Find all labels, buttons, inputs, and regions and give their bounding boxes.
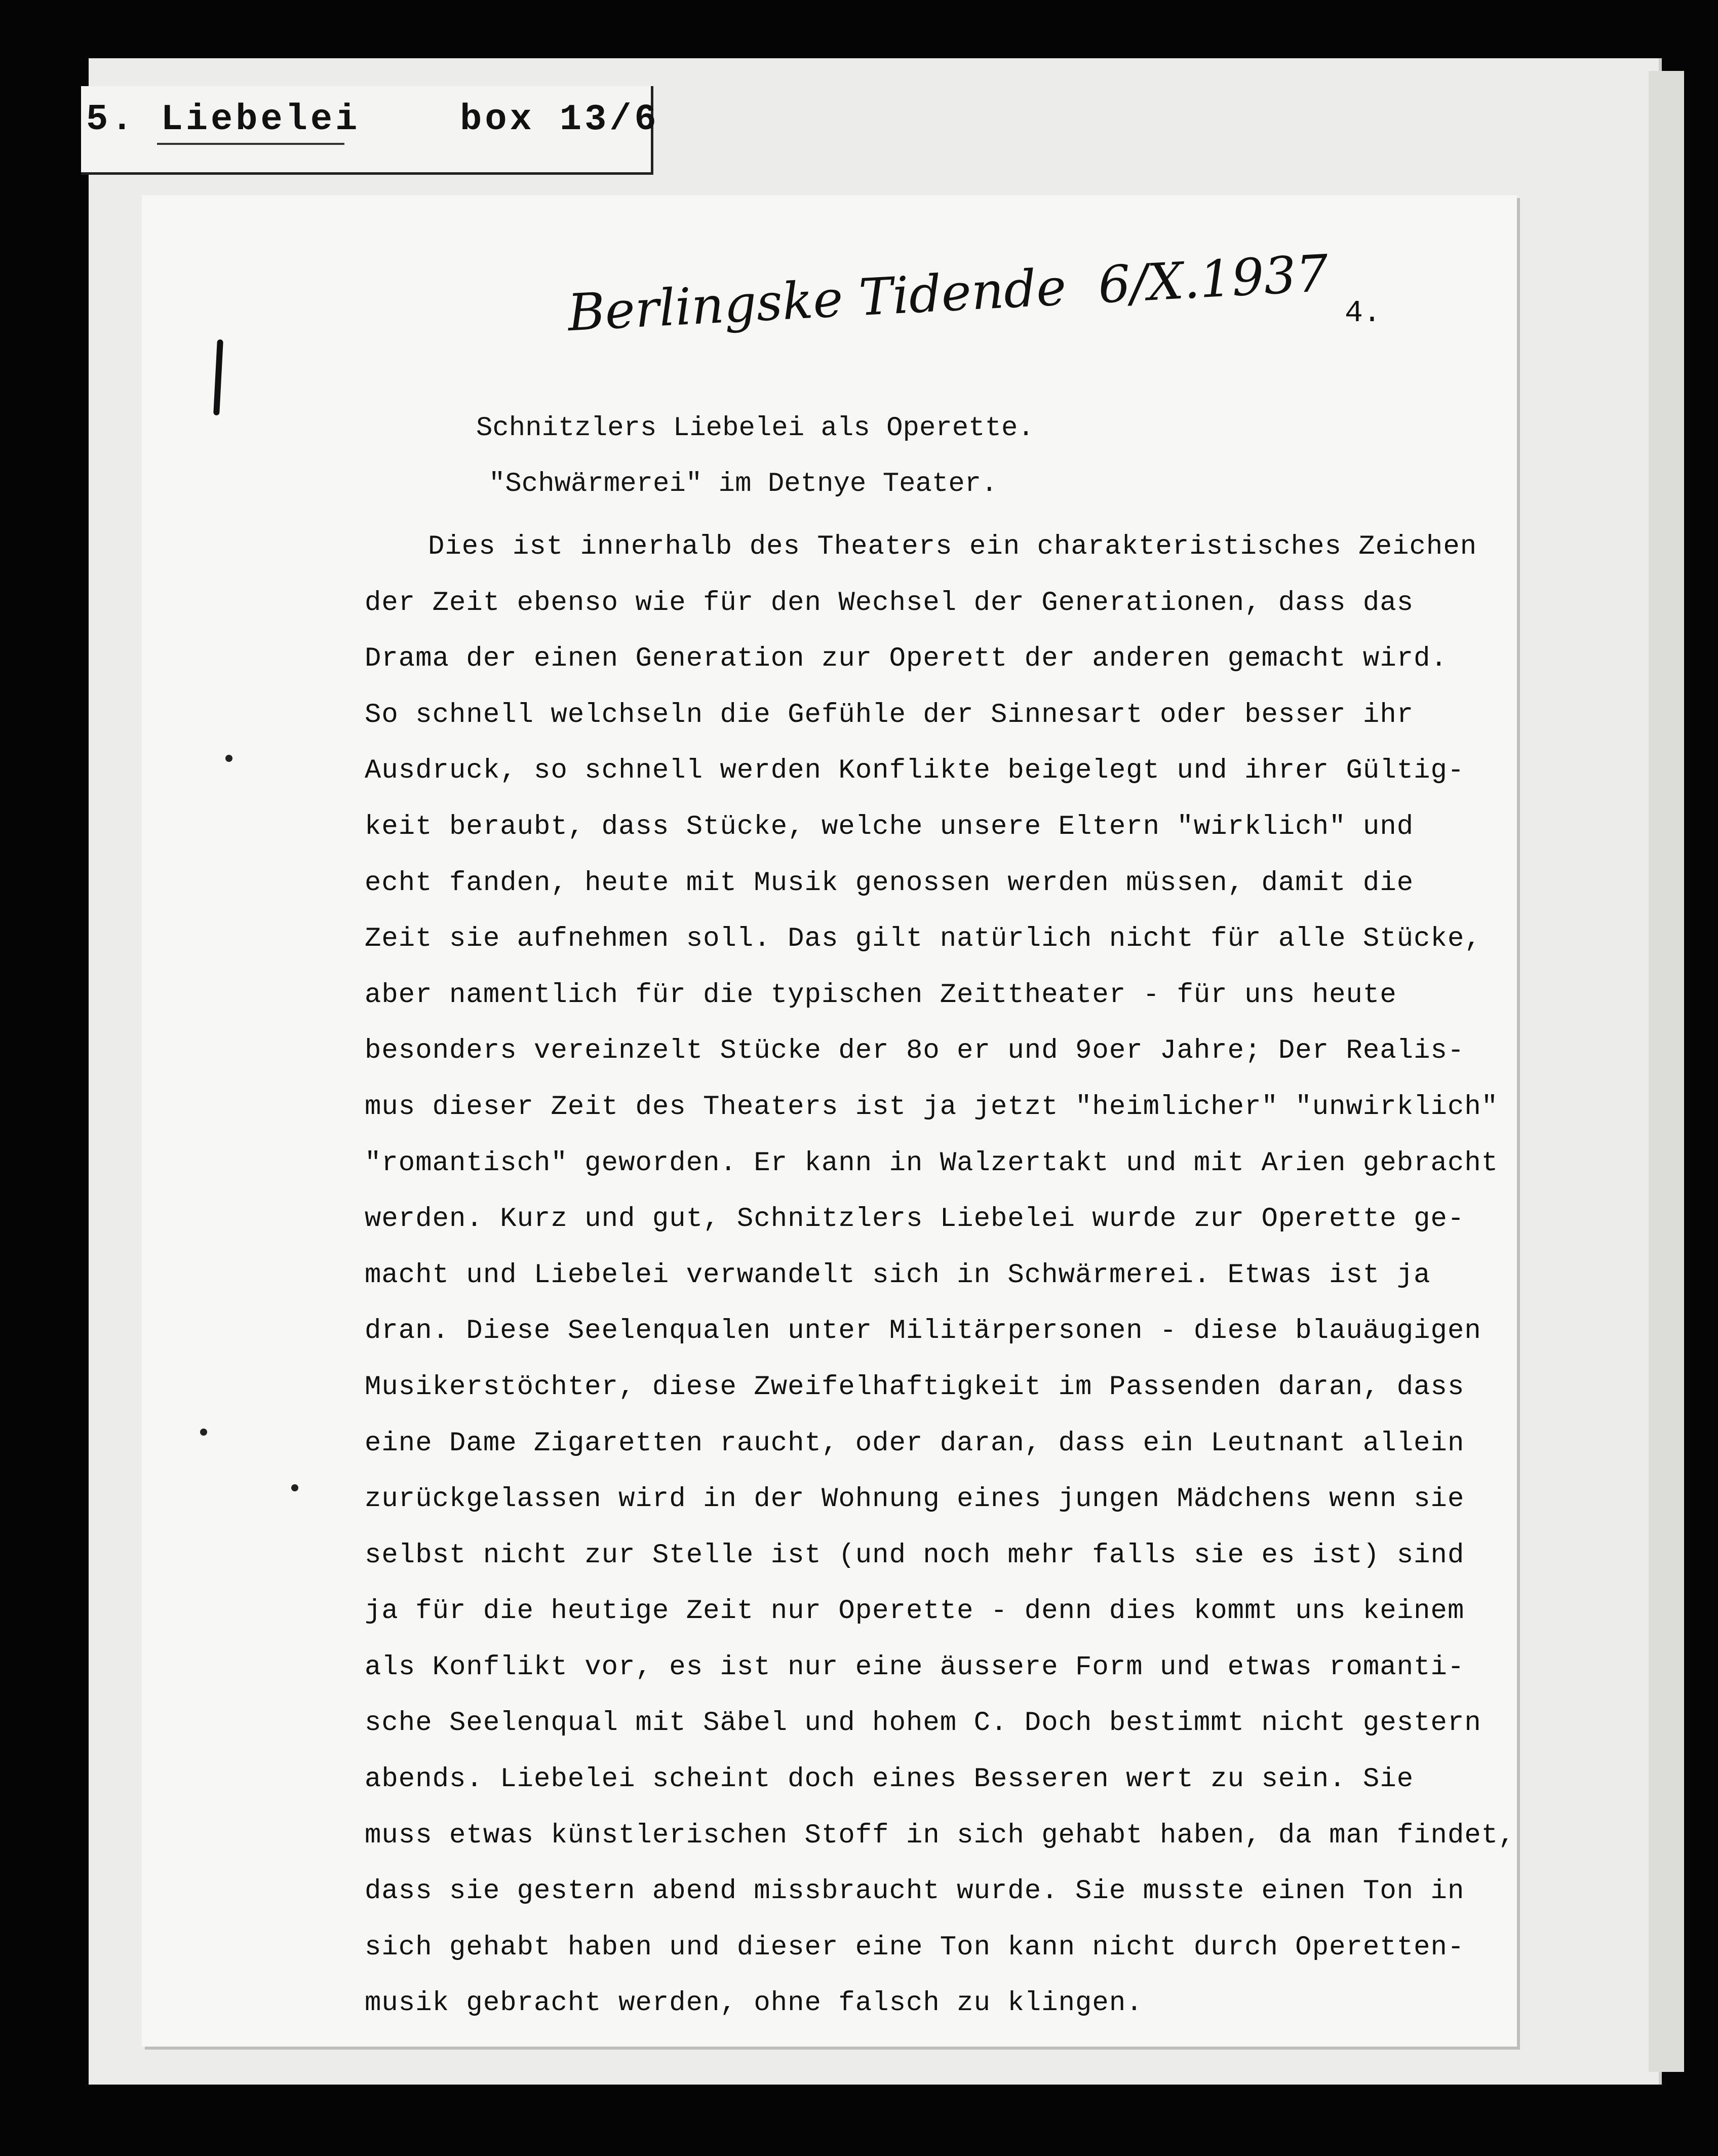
body-line: Ausdruck, so schnell werden Konflikte beigelegt und ihrer Gültig- <box>365 755 1465 787</box>
body-line: eine Dame Zigaretten raucht, oder daran, dass ein Leutnant allein <box>365 1428 1465 1459</box>
body-line: selbst nicht zur Stelle ist (und noch mehr falls sie es ist) sind <box>365 1539 1465 1571</box>
body-line: zurückgelassen wird in der Wohnung eines jungen Mädchens wenn sie <box>365 1484 1465 1515</box>
body-line: dass sie gestern abend missbraucht wurde. Sie musste einen Ton in <box>365 1876 1465 1907</box>
body-line: mus dieser Zeit des Theaters ist ja jetzt "heimlicher" "unwirklich" <box>365 1091 1499 1123</box>
body-line: dran. Diese Seelenqualen unter Militärpersonen - diese blauäugigen <box>365 1316 1481 1347</box>
body-line: werden. Kurz und gut, Schnitzlers Liebelei wurde zur Operette ge- <box>365 1204 1465 1235</box>
body-line: "romantisch" geworden. Er kann in Walzertakt und mit Arien gebracht <box>365 1147 1499 1179</box>
body-line: echt fanden, heute mit Musik genossen werden müssen, damit die <box>365 867 1414 899</box>
right-paper-edge <box>1649 71 1684 2072</box>
margin-dot <box>200 1429 207 1436</box>
body-line: besonders vereinzelt Stücke der 8o er und 9oer Jahre; Der Realis- <box>365 1035 1465 1067</box>
label-underline <box>157 143 344 145</box>
body-line: aber namentlich für die typischen Zeittheater - für uns heute <box>365 979 1397 1011</box>
body-line: sche Seelenqual mit Säbel und hohem C. Doch bestimmt nicht gestern <box>365 1708 1481 1739</box>
body-line: der Zeit ebenso wie für den Wechsel der Generationen, dass das <box>365 587 1414 619</box>
body-line: ja für die heutige Zeit nur Operette - denn dies kommt uns keinem <box>365 1596 1465 1627</box>
body-line: sich gehabt haben und dieser eine Ton kann nicht durch Operetten- <box>365 1932 1465 1963</box>
margin-dot <box>291 1484 298 1491</box>
article-subtitle: "Schwärmerei" im Detnye Teater. <box>489 469 998 499</box>
body-line: Zeit sie aufnehmen soll. Das gilt natürlich nicht für alle Stücke, <box>365 923 1481 955</box>
body-line: Dies ist innerhalb des Theaters ein charakteristisches Zeichen <box>428 531 1477 562</box>
article-body <box>365 519 1515 2032</box>
article-title: Schnitzlers Liebelei als Operette. <box>476 413 1034 444</box>
body-line: macht und Liebelei verwandelt sich in Schwärmerei. Etwas ist ja <box>365 1259 1431 1291</box>
archive-label-text: 5. Liebelei box 13/6 <box>86 99 659 140</box>
body-line: So schnell welchseln die Gefühle der Sinnesart oder besser ihr <box>365 699 1414 730</box>
body-line: Musikerstöchter, diese Zweifelhaftigkeit im Passenden daran, dass <box>365 1371 1465 1403</box>
body-line: musik gebracht werden, ohne falsch zu klingen. <box>365 1988 1143 2019</box>
body-line: als Konflikt vor, es ist nur eine äussere Form und etwas romanti- <box>365 1651 1465 1683</box>
body-line: keit beraubt, dass Stücke, welche unsere Eltern "wirklich" und <box>365 811 1414 842</box>
body-line: abends. Liebelei scheint doch eines Besseren wert zu sein. Sie <box>365 1764 1414 1795</box>
body-line: muss etwas künstlerischen Stoff in sich gehabt haben, da man findet, <box>365 1820 1515 1851</box>
page-number: 4. <box>1345 296 1382 331</box>
body-line: Drama der einen Generation zur Operett der anderen gemacht wird. <box>365 643 1448 675</box>
margin-dot <box>225 755 232 762</box>
handwritten-source-note: Berlingske Tidende 6/X.1937 <box>566 243 1330 343</box>
